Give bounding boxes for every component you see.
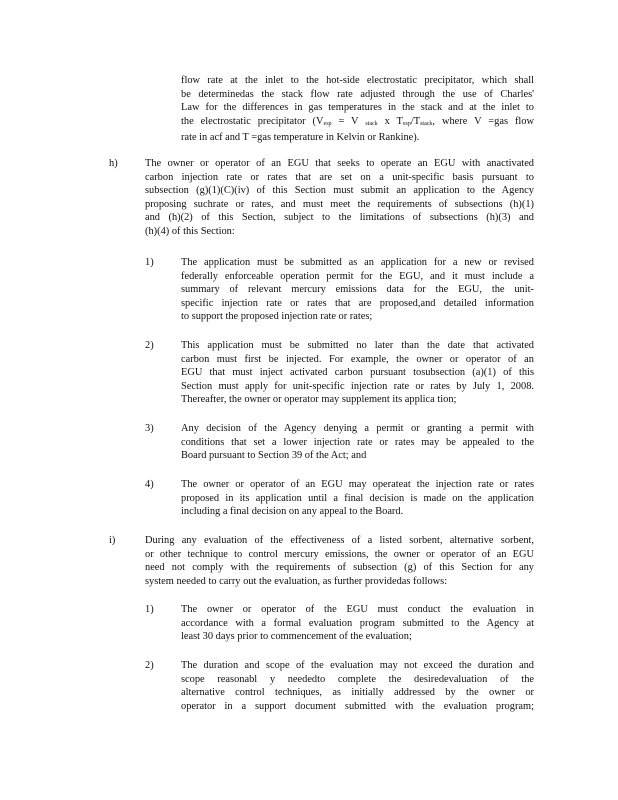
item-h4-number: 4) <box>145 479 154 490</box>
text-line: Law for the differences in gas temperatures in the stack and at the inlet to <box>181 102 534 114</box>
text-line: alternative control techniques, as initially addressed by the owner or <box>181 687 534 699</box>
formula-line <box>181 115 534 132</box>
subsection-h-label: h) <box>109 158 118 169</box>
text-line: be determinedas the stack flow rate adjusted through the use of Charles' <box>181 88 534 100</box>
text-line: carbon must first be injected. For example, the owner or operator of an <box>181 353 534 365</box>
subscript: esp <box>323 120 332 127</box>
text-line: flow rate at the inlet to the hot-side electrostatic precipitator, which shall <box>181 75 534 86</box>
subsection-h-paragraph <box>145 157 534 239</box>
text-line: the electrostatic precipitator (V <box>181 115 324 127</box>
item-h1-paragraph <box>181 256 534 324</box>
subscript: esp <box>402 120 411 127</box>
text-line: The owner or operator of an EGU that seeks to operate an EGU with anactivated <box>145 158 534 169</box>
item-h4-paragraph <box>181 478 534 519</box>
item-h3-number: 3) <box>145 423 154 434</box>
item-i1-paragraph <box>181 603 534 644</box>
text-line: to support the proposed injection rate or rates; <box>181 311 373 323</box>
text-line: (h)(4) of this Section: <box>145 225 235 237</box>
text-line: rate in acf and T =gas temperature in Kelvin or Rankine). <box>181 132 420 144</box>
formula-text: = V <box>331 115 366 127</box>
text-line: operator in a support document submitted with the evaluation program; <box>181 700 534 712</box>
item-h3-paragraph <box>181 422 534 463</box>
text-line: least 30 days prior to commencement of the evaluation; <box>181 631 412 643</box>
text-line: The owner or operator of the EGU must conduct the evaluation in <box>181 604 534 615</box>
text-line: EGU that must inject activated carbon pursuant tosubsection (a)(1) of this <box>181 367 534 379</box>
text-line: including a final decision on any appeal to the Board. <box>181 506 404 518</box>
text-line: The owner or operator of an EGU may operateat the injection rate or rates <box>181 479 534 490</box>
text-line: Thereafter, the owner or operator may supplement its applica tion; <box>181 394 457 406</box>
item-i1-number: 1) <box>145 604 154 615</box>
text-line: This application must be submitted no later than the date that activated <box>181 340 534 351</box>
text-line: and (h)(2) of this Section, subject to the limitations of subsections (h)(3) and <box>145 212 534 224</box>
item-h2-number: 2) <box>145 340 154 351</box>
text-line: proposing suchrate or rates, and must meet the requirements of subsections (h)(1) <box>145 198 534 210</box>
text-line: specific injection rate or rates that are proposed,and detailed information <box>181 297 534 309</box>
formula-text: , where V =gas flow <box>432 115 534 127</box>
text-line: proposed in its application until a final decision is made on the application <box>181 492 534 504</box>
subsection-i-label: i) <box>109 535 116 546</box>
text-line: The duration and scope of the evaluation may not exceed the duration and <box>181 660 534 671</box>
subsection-i-paragraph <box>145 534 534 588</box>
item-i2-paragraph <box>181 659 534 713</box>
text-line: system needed to carry out the evaluation, as further providedas follows: <box>145 575 448 587</box>
text-line: Board pursuant to Section 39 of the Act; and <box>181 450 367 462</box>
subscript: stack <box>420 120 433 127</box>
item-h2-paragraph <box>181 339 534 407</box>
text-line: scope reasonabl y neededto complete the desiredevaluation of the <box>181 673 534 685</box>
text-line: During any evaluation of the effectiveness of a listed sorbent, alternative sorbent, <box>145 535 534 546</box>
text-line: conditions that set a lower injection rate or rates may be appealed to the <box>181 436 534 448</box>
text-line: summary of relevant mercury emissions data for the EGU, the unit- <box>181 284 534 296</box>
formula-text: /T <box>410 115 421 127</box>
text-line: Any decision of the Agency denying a permit or granting a permit with <box>181 423 534 434</box>
text-line: The application must be submitted as an application for a new or revised <box>181 257 534 268</box>
text-line: need not comply with the requirements of subsection (g) of this Section for any <box>145 562 534 574</box>
text-line: federally enforceable operation permit for the EGU, and it must include a <box>181 270 534 282</box>
item-h1-number: 1) <box>145 257 154 268</box>
subscript: stack <box>365 120 378 127</box>
text-line: accordance with a formal evaluation program submitted to the Agency at <box>181 617 534 629</box>
text-line: Section must apply for unit-specific injection rate or rates by July 1, 2008. <box>181 380 534 392</box>
text-line: subsection (g)(1)(C)(iv) of this Section must submit an application to the Agency <box>145 185 534 197</box>
formula-text: x T <box>377 115 403 127</box>
text-line: or other technique to control mercury emissions, the owner or operator of an EGU <box>145 548 534 560</box>
item-i2-number: 2) <box>145 660 154 671</box>
intro-paragraph <box>181 74 534 145</box>
text-line: carbon injection rate or rates that are set on a unit-specific basis pursuant to <box>145 171 534 183</box>
